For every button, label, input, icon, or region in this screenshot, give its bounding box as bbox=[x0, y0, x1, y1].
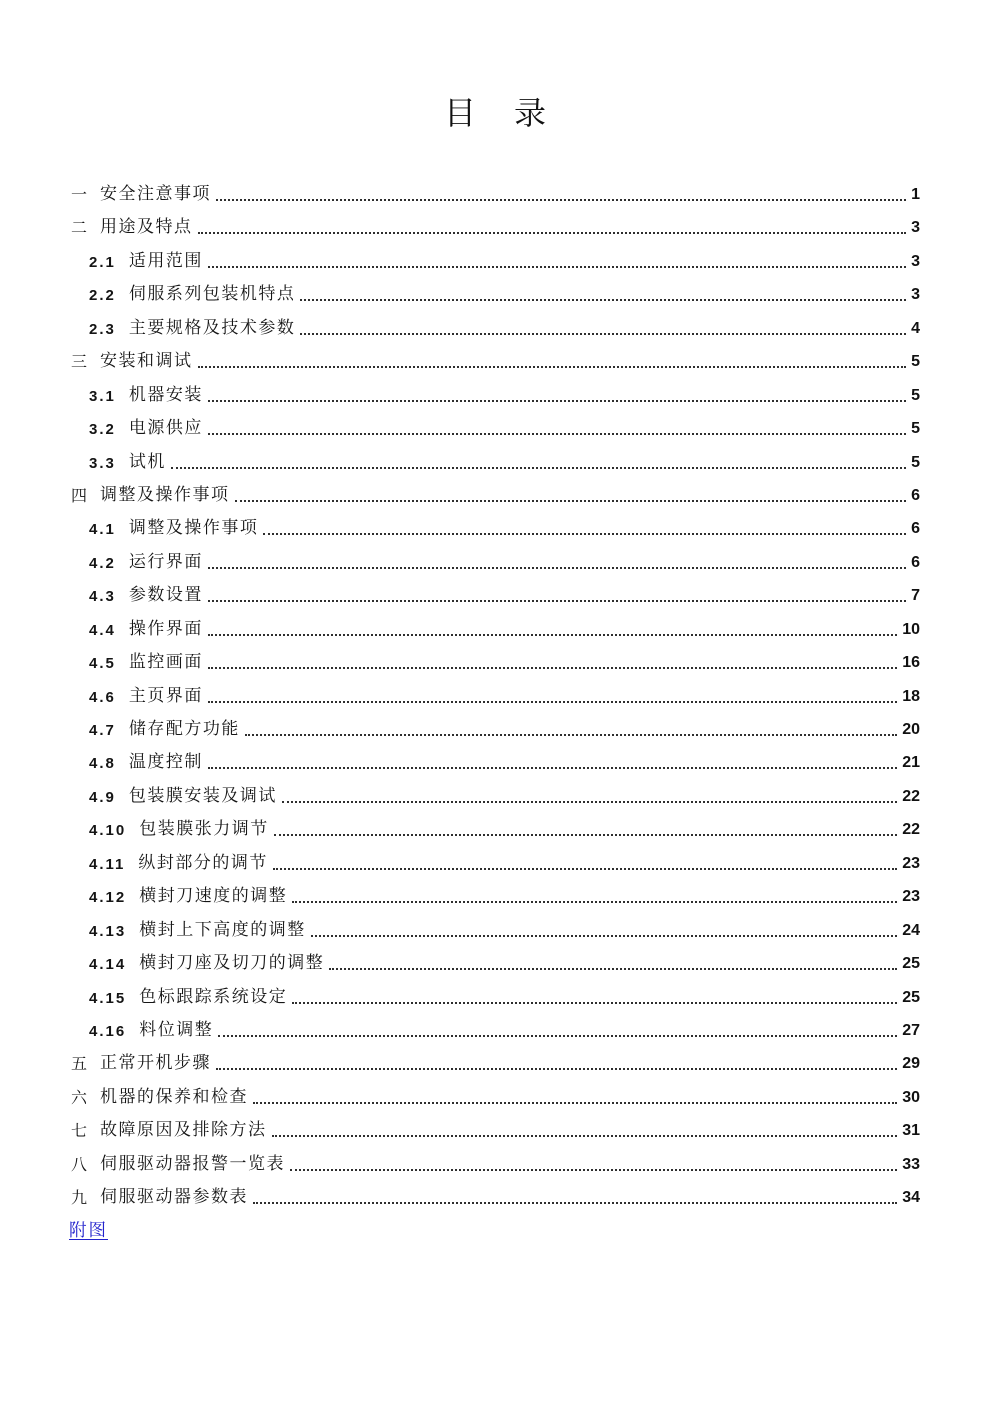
dot-leader bbox=[208, 433, 906, 435]
toc-entry-label: 伺服驱动器参数表 bbox=[100, 1187, 249, 1208]
toc-entry-page: 24 bbox=[902, 921, 920, 939]
toc-entry-number: 五 bbox=[71, 1054, 88, 1074]
toc-entry[interactable] bbox=[0, 910, 920, 943]
toc-entry-label: 料位调整 bbox=[139, 1019, 214, 1040]
toc-entry[interactable] bbox=[0, 476, 920, 509]
toc-entry-number: 4.4 bbox=[89, 621, 116, 639]
toc-entry-label: 操作界面 bbox=[128, 618, 203, 639]
dot-leader bbox=[235, 500, 907, 502]
toc-entry-label: 机器的保养和检查 bbox=[100, 1086, 249, 1107]
toc-entry-label: 横封刀速度的调整 bbox=[139, 886, 288, 907]
toc-entry-page: 4 bbox=[911, 319, 920, 337]
toc-entry-label: 参数设置 bbox=[128, 585, 203, 606]
dot-leader bbox=[208, 600, 906, 602]
toc-entry-label: 调整及操作事项 bbox=[100, 484, 230, 505]
toc-entry[interactable] bbox=[0, 1111, 920, 1144]
toc-entry-page: 5 bbox=[911, 453, 920, 471]
toc-entry-page: 16 bbox=[902, 654, 920, 672]
toc-entry-page: 20 bbox=[902, 721, 920, 739]
toc-entry[interactable] bbox=[0, 342, 920, 375]
dot-leader bbox=[218, 1035, 897, 1037]
toc-entry-number: 4.7 bbox=[89, 722, 116, 740]
toc-entry[interactable] bbox=[0, 208, 920, 241]
toc-entry-page: 22 bbox=[902, 821, 920, 839]
toc-entry-number: 4.5 bbox=[89, 655, 116, 673]
toc-entry-number: 4.3 bbox=[89, 588, 116, 606]
toc-entry-label: 适用范围 bbox=[128, 250, 203, 271]
toc-entry-label: 色标跟踪系统设定 bbox=[139, 986, 288, 1007]
toc-entry-page: 3 bbox=[911, 219, 920, 237]
toc-entry-number: 4.15 bbox=[89, 989, 127, 1007]
toc-entry-number: 4.9 bbox=[89, 788, 116, 806]
toc-entry-page: 23 bbox=[902, 854, 920, 872]
toc-entry-number: 4.10 bbox=[89, 822, 127, 840]
toc-entry-label: 横封刀座及切刀的调整 bbox=[139, 953, 325, 974]
toc-entry-page: 6 bbox=[911, 553, 920, 571]
toc-entry-label: 纵封部分的调节 bbox=[138, 852, 268, 873]
toc-entry-number: 二 bbox=[71, 218, 88, 238]
toc-entry-page: 21 bbox=[902, 754, 920, 772]
toc-entry-label: 伺服驱动器报警一览表 bbox=[100, 1153, 286, 1174]
dot-leader bbox=[245, 734, 897, 736]
dot-leader bbox=[253, 1202, 897, 1204]
dot-leader bbox=[290, 1169, 897, 1171]
toc-entry-page: 3 bbox=[911, 286, 920, 304]
toc-entry-label: 试机 bbox=[128, 451, 166, 472]
toc-entry-number: 4.6 bbox=[89, 688, 116, 706]
dot-leader bbox=[300, 299, 906, 301]
toc-entry[interactable] bbox=[0, 275, 920, 308]
toc-entry-number: 八 bbox=[71, 1154, 88, 1174]
toc-entry-label: 安装和调试 bbox=[100, 351, 193, 372]
dot-leader bbox=[208, 701, 897, 703]
toc-entry-page: 5 bbox=[911, 353, 920, 371]
toc-entry-label: 主要规格及技术参数 bbox=[128, 317, 296, 338]
toc-entry[interactable] bbox=[0, 175, 920, 208]
page-title: 目 录 bbox=[443, 95, 548, 131]
toc-entry-label: 监控画面 bbox=[128, 652, 203, 673]
toc-entry-number: 七 bbox=[71, 1121, 88, 1141]
toc-entry[interactable] bbox=[0, 509, 920, 542]
toc-entry-label: 安全注意事项 bbox=[100, 184, 212, 205]
toc-entry-number: 4.11 bbox=[89, 855, 126, 873]
dot-leader bbox=[329, 968, 897, 970]
toc-entry-number: 2.3 bbox=[89, 320, 116, 338]
toc-entry-page: 29 bbox=[902, 1055, 920, 1073]
toc-entry[interactable] bbox=[0, 1044, 920, 1077]
toc-entry-label: 故障原因及排除方法 bbox=[100, 1120, 267, 1141]
toc-entry-page: 3 bbox=[911, 252, 920, 270]
toc-entry-number: 3.3 bbox=[89, 454, 116, 472]
dot-leader bbox=[272, 1135, 898, 1137]
dot-leader bbox=[208, 567, 906, 569]
toc-entry-number: 三 bbox=[71, 352, 88, 372]
toc-entry-number: 2.2 bbox=[89, 287, 116, 305]
toc-entry-number: 4.16 bbox=[89, 1022, 127, 1040]
dot-leader bbox=[216, 199, 906, 201]
toc-entry-page: 23 bbox=[902, 888, 920, 906]
toc-entry-page: 7 bbox=[911, 587, 920, 605]
toc-entry[interactable] bbox=[0, 576, 920, 609]
toc-entry-number: 4.13 bbox=[89, 922, 127, 940]
dot-leader bbox=[253, 1102, 897, 1104]
toc-entry[interactable] bbox=[0, 308, 920, 341]
toc-entry-page: 18 bbox=[902, 687, 920, 705]
toc-entry-page: 25 bbox=[902, 988, 920, 1006]
toc-entry-page: 6 bbox=[911, 520, 920, 538]
toc-entry[interactable] bbox=[0, 710, 920, 743]
toc-entry[interactable] bbox=[0, 1144, 920, 1177]
toc-entry[interactable] bbox=[0, 643, 920, 676]
toc-entry-page: 30 bbox=[902, 1088, 920, 1106]
toc-entry-label: 温度控制 bbox=[128, 752, 203, 773]
toc-entry-page: 6 bbox=[911, 486, 920, 504]
dot-leader bbox=[171, 467, 906, 469]
toc-entry-label: 正常开机步骤 bbox=[100, 1053, 212, 1074]
dot-leader bbox=[198, 366, 907, 368]
toc-entry-number: 4.2 bbox=[89, 554, 116, 572]
toc-entry[interactable] bbox=[0, 1011, 920, 1044]
dot-leader bbox=[282, 801, 897, 803]
toc-entry-label: 主页界面 bbox=[128, 685, 203, 706]
appendix-row bbox=[0, 1211, 992, 1244]
toc-entry[interactable] bbox=[0, 843, 920, 876]
dot-leader bbox=[216, 1068, 897, 1070]
toc-entry-number: 4.1 bbox=[89, 521, 116, 539]
toc-entry[interactable] bbox=[0, 542, 920, 575]
toc-entry-page: 33 bbox=[902, 1155, 920, 1173]
toc-entry-label: 储存配方功能 bbox=[128, 719, 240, 740]
dot-leader bbox=[311, 935, 898, 937]
toc-entry-page: 22 bbox=[902, 787, 920, 805]
toc-entry-label: 机器安装 bbox=[128, 384, 203, 405]
toc-entry-label: 用途及特点 bbox=[100, 217, 193, 238]
toc-entry-label: 横封上下高度的调整 bbox=[139, 919, 306, 940]
toc-entry-number: 一 bbox=[71, 185, 88, 205]
toc-entry-label: 伺服系列包装机特点 bbox=[128, 284, 296, 305]
toc-entry-page: 1 bbox=[911, 186, 920, 204]
toc-entry-page: 5 bbox=[911, 420, 920, 438]
toc-entry-page: 25 bbox=[902, 955, 920, 973]
toc-entry[interactable] bbox=[0, 1077, 920, 1110]
dot-leader bbox=[208, 667, 897, 669]
toc-entry-number: 六 bbox=[71, 1087, 88, 1107]
toc-entry[interactable] bbox=[0, 810, 920, 843]
toc-entry-label: 包装膜张力调节 bbox=[139, 819, 269, 840]
dot-leader bbox=[208, 767, 897, 769]
toc-entry-number: 4.8 bbox=[89, 755, 116, 773]
dot-leader bbox=[292, 1002, 897, 1004]
toc-entry[interactable] bbox=[0, 609, 920, 642]
toc-entry-page: 10 bbox=[902, 620, 920, 638]
toc-entry-label: 调整及操作事项 bbox=[128, 518, 259, 539]
dot-leader bbox=[208, 266, 906, 268]
toc-entry[interactable] bbox=[0, 877, 920, 910]
toc-entry[interactable] bbox=[0, 944, 920, 977]
toc-entry-label: 运行界面 bbox=[128, 551, 203, 572]
toc-entry[interactable] bbox=[0, 1178, 920, 1211]
toc-entry-page: 34 bbox=[902, 1189, 920, 1207]
dot-leader bbox=[300, 333, 906, 335]
toc-entry-number: 九 bbox=[71, 1188, 88, 1208]
toc-entry-number: 2.1 bbox=[89, 253, 116, 271]
toc-entry[interactable] bbox=[0, 743, 920, 776]
toc-entry-page: 5 bbox=[911, 386, 920, 404]
dot-leader bbox=[263, 533, 906, 535]
dot-leader bbox=[198, 232, 907, 234]
dot-leader bbox=[208, 400, 906, 402]
toc-entry[interactable] bbox=[0, 676, 920, 709]
dot-leader bbox=[292, 901, 897, 903]
dot-leader bbox=[273, 868, 897, 870]
toc-entry-number: 四 bbox=[71, 485, 88, 505]
toc-entry-number: 3.2 bbox=[89, 421, 116, 439]
toc-entry[interactable] bbox=[0, 776, 920, 809]
toc-entry-number: 4.14 bbox=[89, 956, 127, 974]
dot-leader bbox=[208, 634, 897, 636]
toc-entry-label: 包装膜安装及调试 bbox=[128, 785, 277, 806]
appendix-link[interactable]: 附图 bbox=[69, 1221, 108, 1242]
toc-entry[interactable] bbox=[0, 375, 920, 408]
toc-entry-page: 27 bbox=[902, 1021, 920, 1039]
toc-list bbox=[0, 175, 992, 1212]
toc-entry-number: 4.12 bbox=[89, 889, 127, 907]
toc-entry-page: 31 bbox=[902, 1122, 920, 1140]
toc-entry-label: 电源供应 bbox=[128, 418, 203, 439]
toc-entry[interactable] bbox=[0, 442, 920, 475]
toc-entry[interactable] bbox=[0, 977, 920, 1010]
toc-entry[interactable] bbox=[0, 409, 920, 442]
toc-entry-number: 3.1 bbox=[89, 387, 116, 405]
dot-leader bbox=[274, 834, 898, 836]
toc-entry[interactable] bbox=[0, 241, 920, 274]
